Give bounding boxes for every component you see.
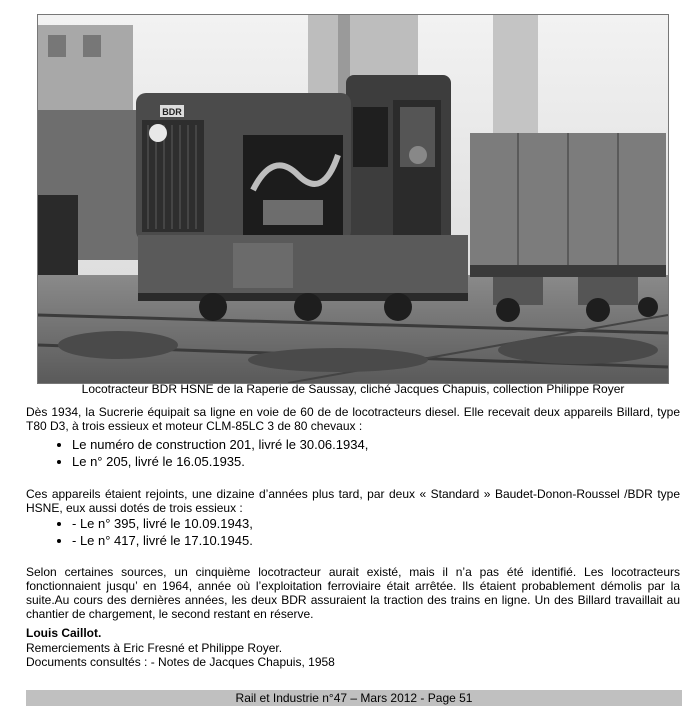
list-item: • - Le n° 417, livré le 17.10.1945. bbox=[72, 532, 691, 549]
second-list bbox=[26, 515, 691, 549]
sources: Documents consultés : - Notes de Jacques Chapuis, 1958 bbox=[26, 655, 335, 669]
footer-text: Rail et Industrie n°47 – Mars 2012 - Page 51 bbox=[235, 691, 473, 705]
list-item: • Le numéro de construction 201, livré le 30.06.1934, bbox=[72, 436, 691, 453]
locotracteur bbox=[136, 75, 468, 321]
intro-list bbox=[26, 436, 691, 470]
list-item: • - Le n° 395, livré le 10.09.1943, bbox=[72, 515, 691, 532]
photo-locotracteur bbox=[37, 14, 669, 384]
intro-paragraph: Dès 1934, la Sucrerie équipait sa ligne en voie de 60 de de locotracteurs diesel. Elle recevait deux appareils Billard, type T80 D3, à trois essieux et moteur CLM-85LC 3 de 80 chevaux : bbox=[26, 405, 680, 433]
list-item: • Le n° 205, livré le 16.05.1935. bbox=[72, 453, 691, 470]
third-paragraph: Selon certaines sources, un cinquième locotracteur aurait existé, mais il n’a pas été identifié. Les locotracteurs fonctionnaient jusqu’ en 1964, année où l’exploitation ferroviaire était arrêtée. Ils étaient probablement démolis par la suite.Au cours des dernières années, les deux BDR assuraient la traction des trains en ligne. Un des Billard travaillait au chantier de chargement, le second restant en réserve. bbox=[26, 565, 680, 621]
loco-plate: BDR bbox=[162, 107, 182, 117]
photo-illustration bbox=[38, 15, 668, 383]
headlamp bbox=[149, 124, 167, 142]
chimney-right bbox=[493, 15, 538, 135]
acknowledgements: Remerciements à Eric Fresné et Philippe Royer. bbox=[26, 641, 283, 655]
photo-caption: Locotracteur BDR HSNE de la Raperie de Saussay, cliché Jacques Chapuis, collection Philippe Royer bbox=[81, 382, 625, 396]
page-footer bbox=[26, 690, 682, 706]
author-signature: Louis Caillot. bbox=[26, 626, 102, 640]
second-paragraph: Ces appareils étaient rejoints, une dizaine d’années plus tard, par deux « Standard » Baudet-Donon-Roussel /BDR type HSNE, eux aussi dotés de trois essieux : bbox=[26, 487, 680, 515]
loco-frame bbox=[138, 235, 468, 295]
